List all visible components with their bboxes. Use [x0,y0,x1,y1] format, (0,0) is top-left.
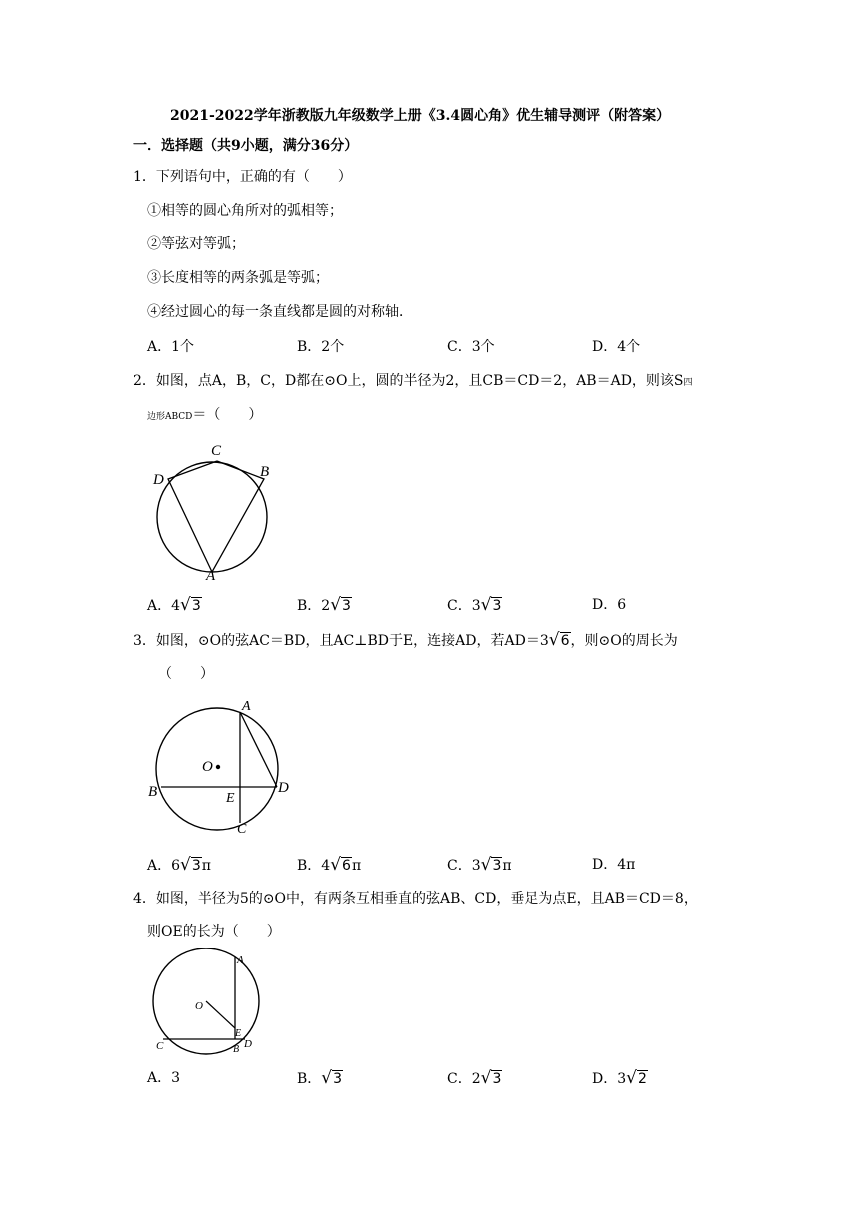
question-3-stem-line2: （ ） [158,666,214,682]
question-1-option-d[interactable]: D．4个 [592,339,641,355]
radicand: 6 [560,633,570,649]
question-4-stem-line2: 则OE的长为（ ） [147,924,281,940]
segment-ad [240,712,277,787]
point-label-e: E [235,1028,242,1039]
question-3-figure [145,696,295,841]
point-label-o: O [195,1000,203,1012]
question-4-stem: 4．如图，半径为5的⊙O中，有两条互相垂直的弦AB、CD，垂足为点E，且AB＝CD＝8， [133,891,698,907]
question-1-statement-2: ②等弦对等弧； [147,236,245,252]
question-4-option-a[interactable]: A．3 [147,1070,181,1086]
question-4-figure [145,948,265,1058]
radicand: 2 [637,1071,647,1087]
point-label-d: D [244,1038,252,1050]
question-1-option-a[interactable]: A．1个 [147,339,195,355]
point-label-b: B [233,1044,240,1055]
radicand: 3 [191,858,201,874]
option-prefix: C．2 [447,1071,481,1087]
question-2-option-b[interactable]: B．2√3 [297,595,351,615]
question-2-option-d[interactable]: D．6 [592,597,627,613]
question-2-stem-line2-text: ＝（ ） [192,407,263,423]
question-4-option-b[interactable]: B．√3 [297,1068,343,1088]
question-4-option-c[interactable]: C．2√3 [447,1068,502,1088]
question-2-stem [133,371,693,393]
circle-o [156,708,278,830]
question-2-option-a[interactable]: A．4√3 [147,595,201,615]
option-suffix: π [502,858,512,874]
question-3-option-b[interactable]: B．4√6π [297,855,362,875]
section-heading: 一．选择题（共9小题，满分36分） [133,138,359,154]
option-suffix: π [351,858,362,874]
option-prefix: A．4 [147,598,181,614]
question-1-statement-3: ③长度相等的两条弧是等弧； [147,270,329,286]
question-1-statement-1: ①相等的圆心角所对的弧相等； [147,203,343,219]
radicand: 3 [492,598,502,614]
question-1-statement-4: ④经过圆心的每一条直线都是圆的对称轴． [147,304,413,320]
option-prefix: B． [297,1071,322,1087]
option-prefix: B．4 [297,858,331,874]
option-prefix: C．3 [447,598,481,614]
point-label-b: B [260,464,270,480]
point-label-a: A [242,699,251,714]
option-suffix: π [201,858,211,874]
radicand: 6 [342,858,351,874]
option-prefix: A．6 [147,858,181,874]
radicand: 3 [191,598,201,614]
question-2-stem-text: 2．如图，点A，B，C，D都在⊙O上，圆的半径为2，且CB＝CD＝2，AB＝AD，则该S [133,373,684,389]
segment-oe [206,1001,235,1028]
radicand: 3 [342,598,351,614]
radicand: 3 [492,858,502,874]
option-prefix: C．3 [447,858,481,874]
question-3-stem: 3．如图，⊙O的弦AC＝BD，且AC⊥BD于E，连接AD，若AD＝3√6，则⊙O的周长为 [133,630,678,650]
point-label-d: D [153,472,164,488]
point-label-b: B [148,784,158,800]
point-label-d: D [278,780,289,796]
radicand: 3 [333,1071,343,1087]
circle-o [157,462,270,572]
point-label-a: A [206,568,216,583]
document-title: 2021-2022学年浙教版九年级数学上册《3.4圆心角》优生辅导测评（附答案） [170,108,671,124]
point-label-e: E [226,791,235,806]
center-point-o [216,765,220,769]
question-1-stem: 1．下列语句中，正确的有（ ） [133,169,352,185]
question-2-area-subscript: 边形ABCD [147,412,193,422]
question-4-option-d[interactable]: D．3√2 [592,1068,647,1088]
question-3-option-c[interactable]: C．3√3π [447,855,512,875]
point-label-c: C [156,1040,164,1052]
point-label-a: A [237,954,244,966]
question-3-stem-post: ，则⊙O的周长为 [570,633,678,649]
question-3-option-a[interactable]: A．6√3π [147,855,211,875]
question-3-stem-pre: 3．如图，⊙O的弦AC＝BD，且AC⊥BD于E，连接AD，若AD＝3 [133,633,549,649]
option-prefix: B．2 [297,598,331,614]
radicand: 3 [492,1071,502,1087]
point-label-c: C [237,822,247,837]
question-2-option-c[interactable]: C．3√3 [447,595,502,615]
question-2-stem-line2 [147,405,262,427]
question-1-option-b[interactable]: B．2个 [297,339,345,355]
option-prefix: D．3 [592,1071,627,1087]
point-label-c: C [211,443,222,459]
question-3-option-d[interactable]: D．4π [592,857,636,873]
question-2-figure [150,438,275,583]
point-label-o: O [202,759,213,775]
question-2-stem-subscript: 四 [683,378,693,388]
question-1-option-c[interactable]: C．3个 [447,339,495,355]
